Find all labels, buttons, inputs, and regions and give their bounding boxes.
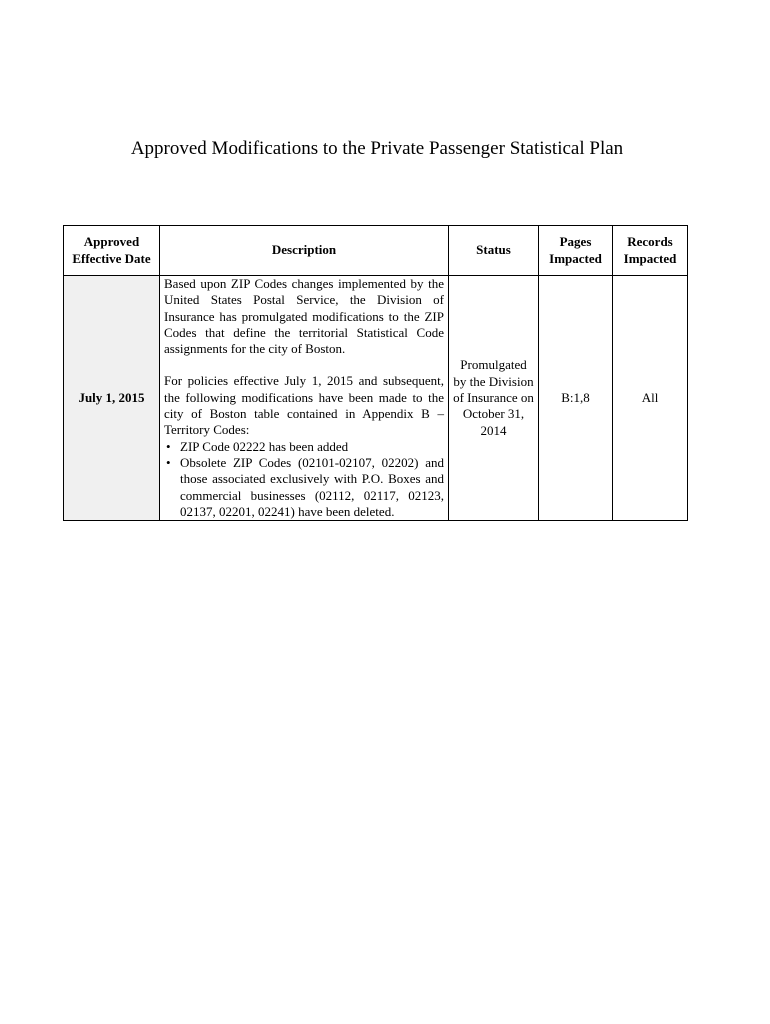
description-paragraph-1: Based upon ZIP Codes changes implemented by the United States Postal Service, the Division of Insurance has promulgated modifications to the ZIP Codes that define the territorial Statistical Code assignments for the city of Boston. (164, 276, 444, 357)
description-paragraph-2: For policies effective July 1, 2015 and subsequent, the following modifications have been made to the city of Boston table contained in Appendix B – Territory Codes: (164, 373, 444, 438)
table-row (64, 276, 688, 521)
pages-impacted-cell: B:1,8 (539, 276, 613, 521)
table-header-row (64, 226, 688, 276)
description-cell (160, 276, 449, 521)
bullet-icon: • (166, 438, 171, 454)
list-item (166, 438, 444, 455)
header-description: Description (160, 226, 449, 276)
header-pages-impacted: Pages Impacted (539, 226, 613, 276)
bullet-icon: • (166, 454, 171, 470)
header-approved-effective-date: Approved Effective Date (64, 226, 160, 276)
effective-date-cell: July 1, 2015 (64, 276, 160, 521)
header-records-impacted: Records Impacted (613, 226, 688, 276)
list-item-text: Obsolete ZIP Codes (02101-02107, 02202) and those associated exclusively with P.O. Boxes and commercial businesses (02112, 02117, 02123, 02137, 02201, 02241) have been deleted. (180, 454, 444, 519)
modification-list (164, 439, 444, 520)
list-item-text: ZIP Code 02222 has been added (180, 438, 349, 454)
status-cell: Promulgated by the Division of Insurance on October 31, 2014 (449, 276, 539, 521)
modifications-table (63, 225, 688, 521)
records-impacted-cell: All (613, 276, 688, 521)
list-item (166, 454, 444, 520)
header-status: Status (449, 226, 539, 276)
page-title: Approved Modifications to the Private Passenger Statistical Plan (130, 138, 624, 159)
